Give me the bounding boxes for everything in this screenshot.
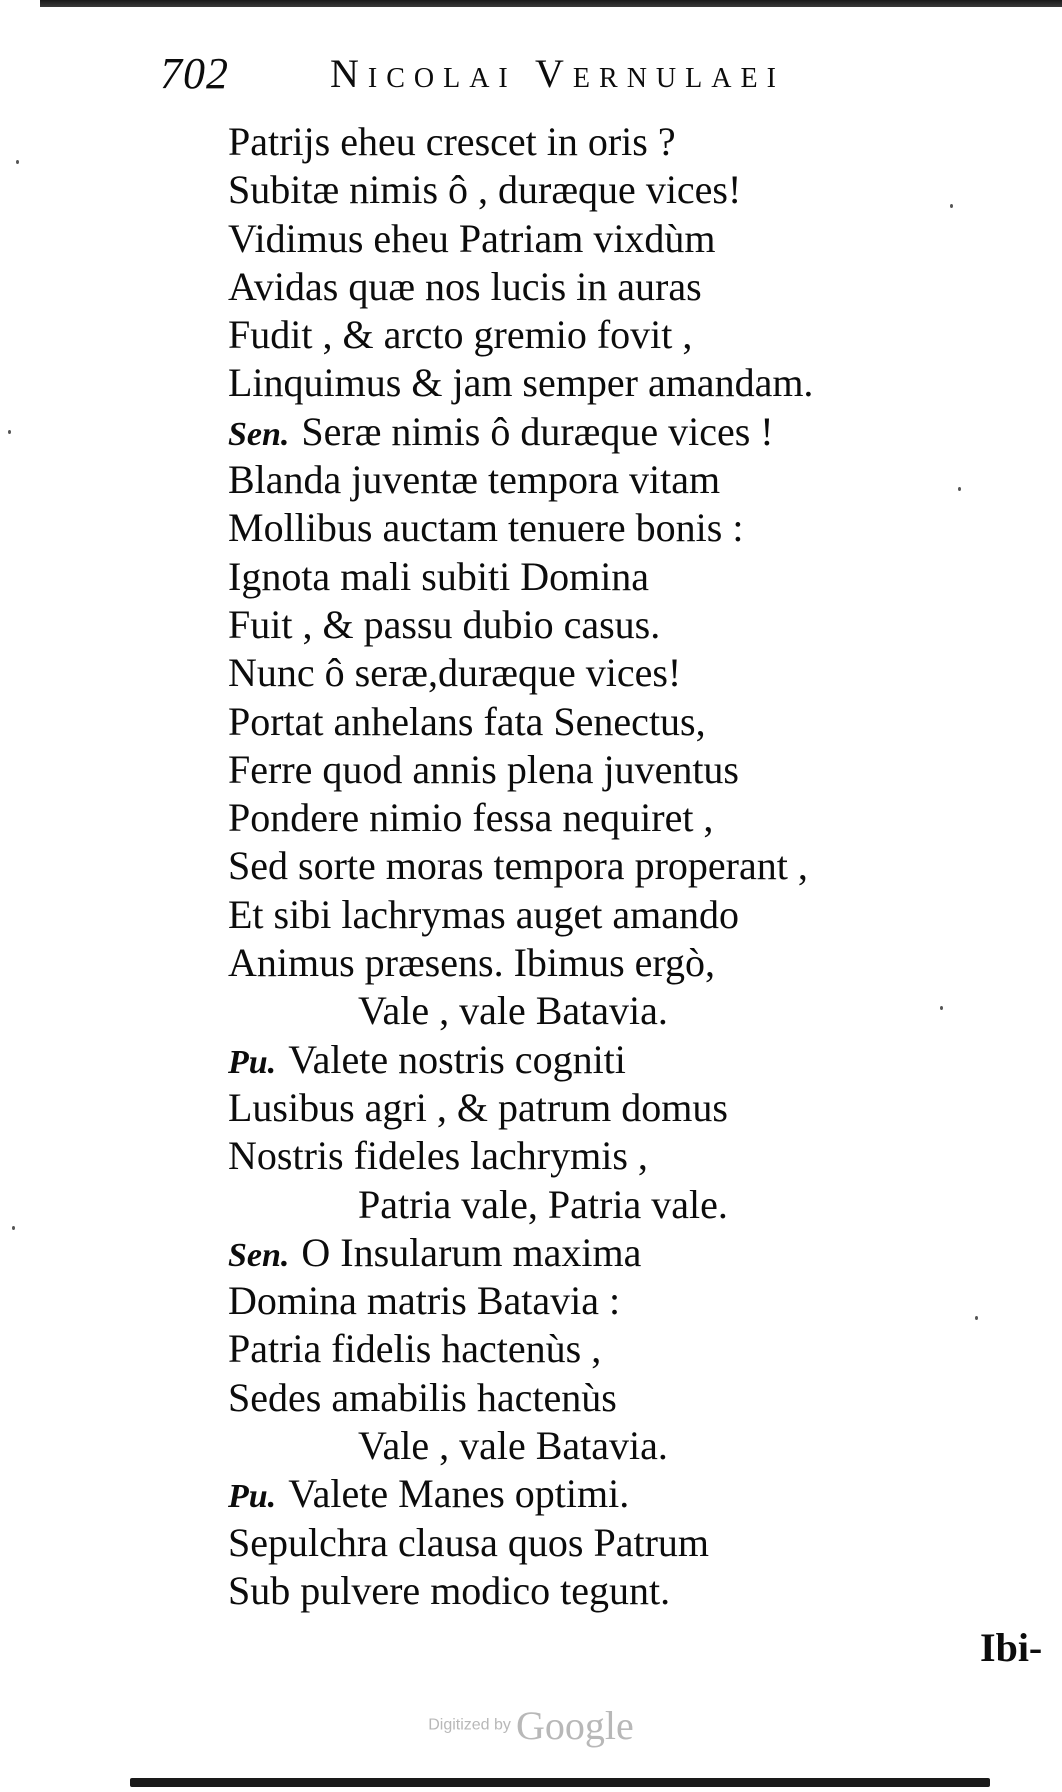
print-speck [950, 204, 953, 208]
verse-line-text: Subitæ nimis ô , duræque vices! [228, 167, 742, 213]
verse-line-text: Vale , vale Batavia. [358, 988, 668, 1034]
catchword: Ibi- [980, 1625, 1043, 1670]
verse-line-text: Domina matris Batavia : [228, 1278, 621, 1324]
verse-line [228, 1374, 928, 1422]
verse-line [228, 215, 928, 263]
verse-line [228, 794, 928, 842]
page-number: 702 [160, 49, 229, 98]
verse-line-text: Nostris fideles lachrymis , [228, 1133, 648, 1179]
verse-line-text: Sub pulvere modico tegunt. [228, 1567, 671, 1613]
running-head: Nicolai Vernulaei [330, 51, 785, 96]
verse-line-text: Valete Manes optimi. [288, 1471, 630, 1517]
print-speck [958, 487, 961, 491]
print-speck [12, 1226, 15, 1230]
verse-line [228, 359, 928, 407]
verse-line [228, 456, 928, 504]
verse-line-text: Vidimus eheu Patriam vixdùm [228, 215, 716, 261]
verse-line-text: Seræ nimis ô duræque vices ! [301, 408, 774, 454]
verse-line-text: Et sibi lachrymas auget amando [228, 891, 739, 937]
verse-line [228, 1181, 928, 1229]
verse-line-text: Sedes amabilis hactenùs [228, 1374, 617, 1420]
page-header [160, 48, 920, 104]
verse-line [228, 746, 928, 794]
verse-line-text: Lusibus agri , & patrum domus [228, 1084, 728, 1130]
verse-line [228, 166, 928, 214]
verse-line [228, 408, 928, 456]
verse-line-text: Linquimus & jam semper amandam. [228, 360, 814, 406]
verse-line-text: Patria vale, Patria vale. [358, 1181, 728, 1227]
verse-line [228, 263, 928, 311]
verse-line [228, 891, 928, 939]
verse-line-text: Patria fidelis hactenùs , [228, 1326, 602, 1372]
verse-line-text: Animus præsens. Ibimus ergò, [228, 940, 716, 986]
watermark-small-text: Digitized by [428, 1716, 511, 1734]
verse-line [228, 1325, 928, 1373]
top-border [40, 0, 1062, 7]
verse-line-text: Blanda juventæ tempora vitam [228, 457, 721, 503]
watermark-logo-text: Google [516, 1703, 634, 1748]
bottom-border [130, 1778, 990, 1787]
verse-line [228, 601, 928, 649]
verse-line-text: Valete nostris cogniti [288, 1036, 626, 1082]
verse-line [228, 118, 928, 166]
verse-line [228, 504, 928, 552]
verse-line-text: Ferre quod annis plena juventus [228, 746, 739, 792]
verse-line [228, 698, 928, 746]
verse-line [228, 649, 928, 697]
speaker-label: Pu. [228, 1478, 277, 1516]
verse-line-text: Mollibus auctam tenuere bonis : [228, 505, 744, 551]
verse-line-text: Nunc ô seræ,duræque vices! [228, 650, 682, 696]
verse-line [228, 1519, 928, 1567]
verse-line-text: Fuit , & passu dubio casus. [228, 601, 661, 647]
verse-line [228, 1132, 928, 1180]
verse-line [228, 1277, 928, 1325]
speaker-label: Sen. [228, 415, 290, 453]
print-speck [940, 1006, 943, 1010]
print-speck [16, 160, 19, 164]
print-speck [8, 430, 11, 434]
verse-line-text: Sepulchra clausa quos Patrum [228, 1519, 709, 1565]
verse-line-text: Avidas quæ nos lucis in auras [228, 263, 702, 309]
verse-line [228, 939, 928, 987]
verse-line [228, 1036, 928, 1084]
verse-line-text: Fudit , & arcto gremio fovit , [228, 312, 693, 358]
verse-text [228, 118, 928, 1615]
speaker-label: Pu. [228, 1043, 277, 1081]
speaker-label: Sen. [228, 1236, 290, 1274]
verse-line [228, 1084, 928, 1132]
verse-line [228, 842, 928, 890]
verse-line-text: O Insularum maxima [301, 1229, 642, 1275]
verse-line-text: Ignota mali subiti Domina [228, 553, 650, 599]
verse-line-text: Sed sorte moras tempora properant , [228, 843, 808, 889]
print-speck [975, 1316, 978, 1320]
verse-line [228, 987, 928, 1035]
verse-line-text: Patrijs eheu crescet in oris ? [228, 119, 676, 164]
verse-line [228, 1422, 928, 1470]
verse-line-text: Vale , vale Batavia. [358, 1423, 668, 1469]
verse-line [228, 1470, 928, 1518]
digitization-watermark [0, 1702, 1062, 1749]
verse-line [228, 553, 928, 601]
verse-line [228, 1229, 928, 1277]
verse-line [228, 1567, 928, 1615]
verse-line-text: Pondere nimio fessa nequiret , [228, 795, 714, 841]
verse-line-text: Portat anhelans fata Senectus, [228, 698, 706, 744]
verse-line [228, 311, 928, 359]
